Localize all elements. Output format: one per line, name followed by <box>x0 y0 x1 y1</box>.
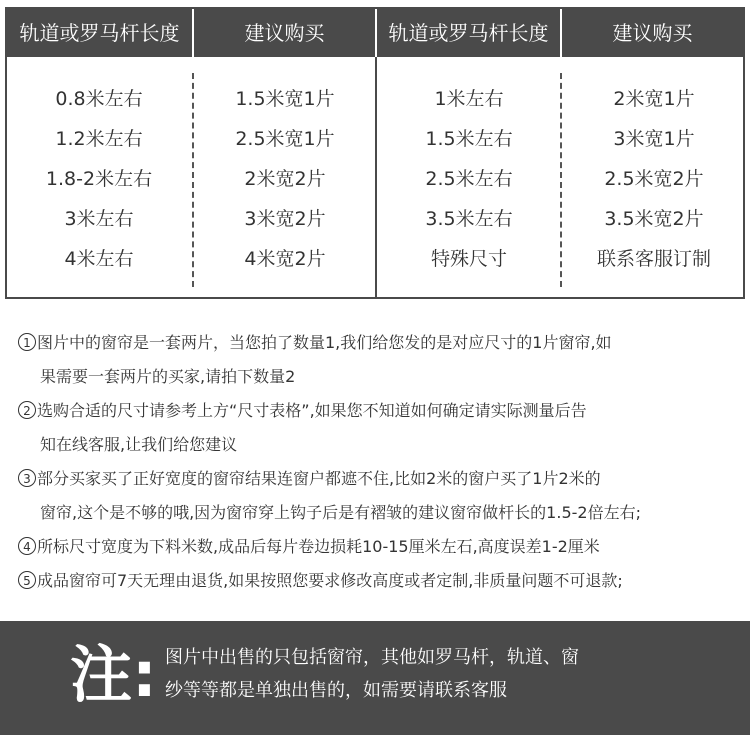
note-item <box>18 462 738 530</box>
note-text: 所标尺寸宽度为下料米数,成品后每片卷边损耗10-15厘米左石,高度误差1-2厘米 <box>37 537 600 556</box>
column-suggest-buy-1 <box>193 79 377 279</box>
note-number: 4 <box>18 537 36 555</box>
note-text: 图片中的窗帘是一套两片，当您拍了数量1,我们给您发的是对应尺寸的1片窗帘,如 <box>37 333 612 352</box>
table-cell: 3米宽2片 <box>244 208 326 230</box>
note-number: 3 <box>18 469 36 487</box>
notice-line: 纱等等都是单独出售的，如需要请联系客服 <box>165 680 507 701</box>
table-cell: 2米宽1片 <box>613 88 695 110</box>
note-item <box>18 394 738 462</box>
table-cell: 2.5米宽1片 <box>235 128 335 150</box>
note-text-continued: 果需要一套两片的买家,请拍下数量2 <box>40 367 296 386</box>
note-number: 5 <box>18 571 36 589</box>
table-cell: 3.5米左右 <box>425 208 513 230</box>
table-cell: 1米左右 <box>434 88 504 110</box>
table-cell: 3.5米宽2片 <box>604 208 704 230</box>
note-text: 部分买家买了正好宽度的窗帘结果连窗户都遮不住,比如2米的窗户买了1片2米的 <box>37 469 601 488</box>
note-text: 成品窗帘可7天无理由退货,如果按照您要求修改高度或者定制,非质量问题不可退款; <box>37 571 623 590</box>
size-table <box>5 7 745 299</box>
header-track-length-1: 轨道或罗马杆长度 <box>19 21 180 45</box>
notice-text <box>165 641 725 707</box>
note-item <box>18 564 738 598</box>
column-track-length-1 <box>7 79 191 279</box>
note-item <box>18 530 738 564</box>
table-cell: 1.2米左右 <box>55 128 143 150</box>
column-track-length-2 <box>377 79 561 279</box>
table-cell: 3米宽1片 <box>613 128 695 150</box>
table-cell: 特殊尺寸 <box>430 248 507 270</box>
note-text: 选购合适的尺寸请参考上方“尺寸表格”,如果您不知道如何确定请实际测量后告 <box>37 401 587 420</box>
table-cell: 1.5米左右 <box>425 128 513 150</box>
column-suggest-buy-2 <box>562 79 746 279</box>
table-cell: 1.5米宽1片 <box>235 88 335 110</box>
table-cell: 2.5米左右 <box>425 168 513 190</box>
header-suggest-buy-2: 建议购买 <box>560 9 743 57</box>
table-cell: 联系客服订制 <box>596 248 711 270</box>
table-cell: 4米左右 <box>64 248 134 270</box>
notice-line: 图片中出售的只包括窗帘，其他如罗马杆，轨道、窗 <box>165 647 579 668</box>
table-cell: 1.8-2米左右 <box>45 168 153 190</box>
notice-banner <box>0 621 750 735</box>
notice-mark: 注: <box>70 638 157 711</box>
note-number: 2 <box>18 401 36 419</box>
table-cell: 0.8米左右 <box>55 88 143 110</box>
note-text-continued: 窗帘,这个是不够的哦,因为窗帘穿上钩子后是有褶皱的建议窗帘做杆长的1.5-2倍左右; <box>40 503 641 522</box>
note-item <box>18 326 738 394</box>
table-cell: 2.5米宽2片 <box>604 168 704 190</box>
notes-list <box>18 326 738 598</box>
header-track-length-2: 轨道或罗马杆长度 <box>375 9 560 57</box>
header-suggest-buy-1: 建议购买 <box>192 9 375 57</box>
note-number: 1 <box>18 333 36 351</box>
table-cell: 3米左右 <box>64 208 134 230</box>
table-cell: 2米宽2片 <box>244 168 326 190</box>
note-text-continued: 知在线客服,让我们给您建议 <box>40 435 238 454</box>
table-cell: 4米宽2片 <box>244 248 326 270</box>
table-header <box>7 9 743 57</box>
